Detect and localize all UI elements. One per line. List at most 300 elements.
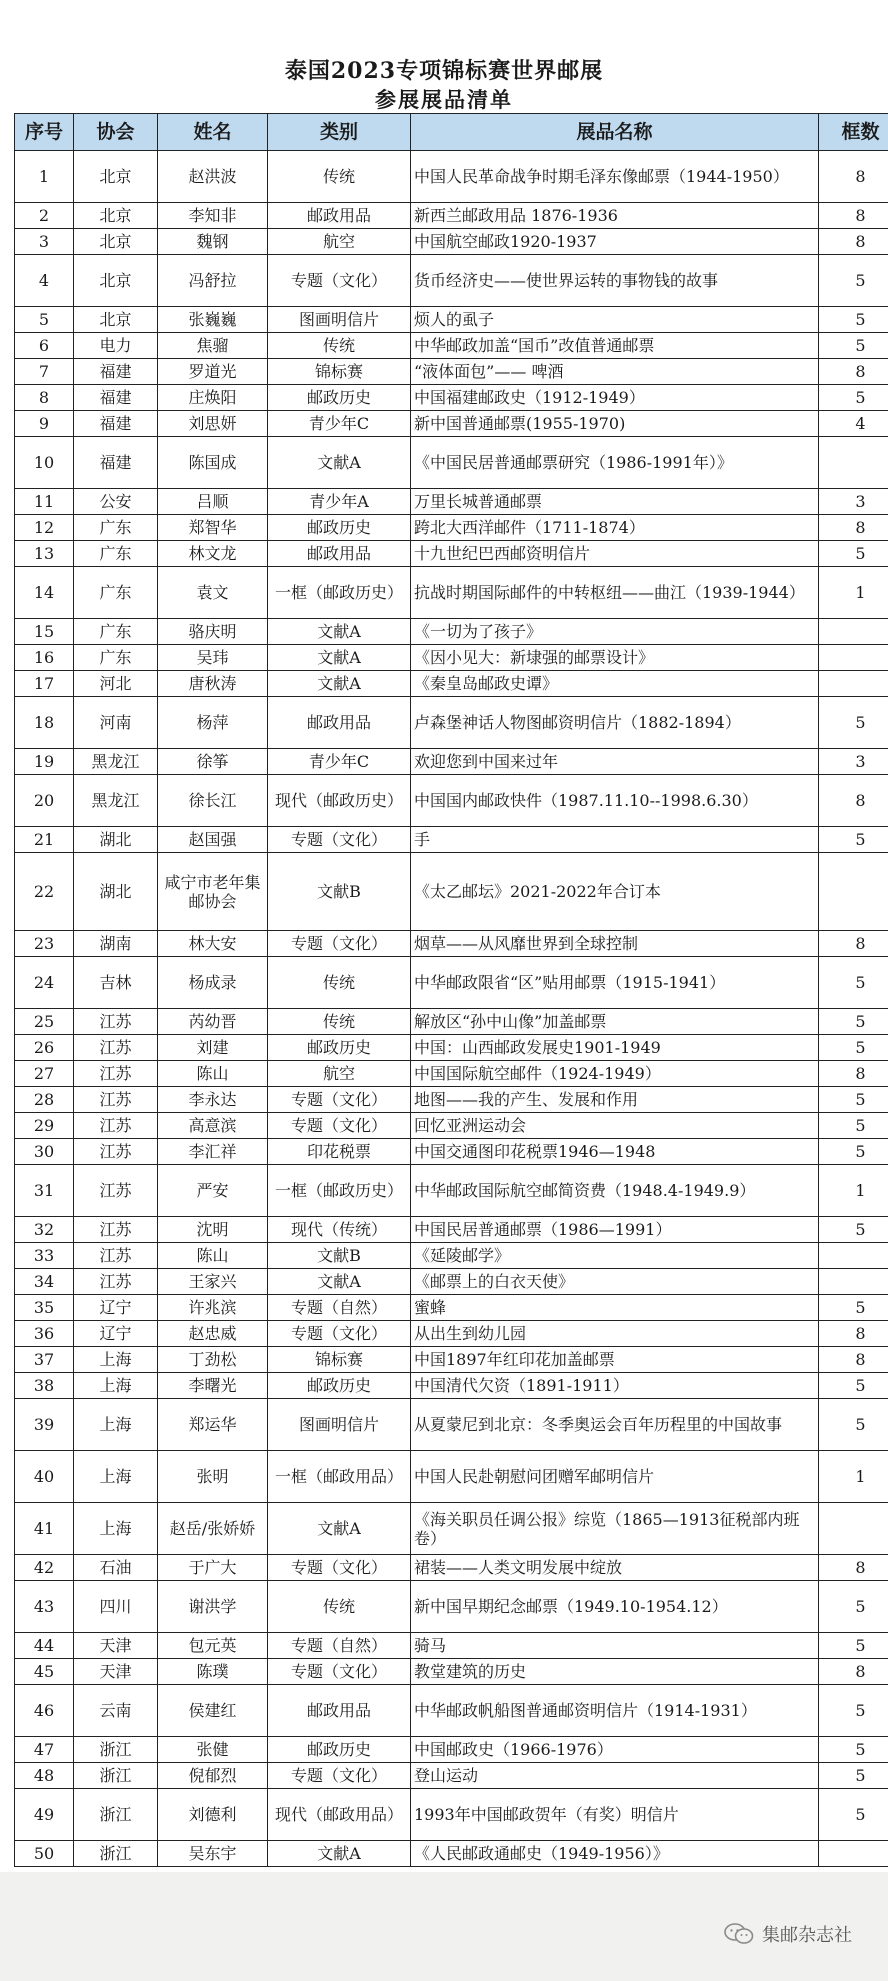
cell-exhibit-title: 登山运动 xyxy=(411,1763,819,1789)
cell-association: 江苏 xyxy=(74,1243,158,1269)
cell-category: 锦标赛 xyxy=(268,1347,411,1373)
cell-category: 锦标赛 xyxy=(268,359,411,385)
cell-name: 吕顺 xyxy=(158,489,268,515)
cell-category: 邮政历史 xyxy=(268,385,411,411)
table-row xyxy=(15,1789,888,1841)
cell-category: 文献A xyxy=(268,437,411,489)
cell-exhibit-title: 中国人民革命战争时期毛泽东像邮票（1944-1950） xyxy=(411,151,819,203)
cell-no: 1 xyxy=(15,151,74,203)
table-row xyxy=(15,1295,888,1321)
cell-category: 文献B xyxy=(268,1243,411,1269)
cell-category: 传统 xyxy=(268,1581,411,1633)
table-row xyxy=(15,385,888,411)
cell-frames xyxy=(819,619,888,645)
cell-no: 6 xyxy=(15,333,74,359)
cell-category: 邮政历史 xyxy=(268,515,411,541)
cell-association: 福建 xyxy=(74,385,158,411)
cell-no: 45 xyxy=(15,1659,74,1685)
cell-association: 广东 xyxy=(74,619,158,645)
table-row xyxy=(15,1503,888,1555)
cell-exhibit-title: 烟草——从风靡世界到全球控制 xyxy=(411,931,819,957)
cell-exhibit-title: 卢森堡神话人物图邮资明信片（1882-1894） xyxy=(411,697,819,749)
cell-no: 17 xyxy=(15,671,74,697)
cell-frames xyxy=(819,853,888,931)
cell-association: 上海 xyxy=(74,1399,158,1451)
cell-no: 15 xyxy=(15,619,74,645)
table-row xyxy=(15,1685,888,1737)
cell-exhibit-title: 中国航空邮政1920-1937 xyxy=(411,229,819,255)
cell-association: 江苏 xyxy=(74,1061,158,1087)
cell-category: 文献A xyxy=(268,1269,411,1295)
cell-no: 13 xyxy=(15,541,74,567)
cell-name: 赵岳/张娇娇 xyxy=(158,1503,268,1555)
cell-exhibit-title: 从夏蒙尼到北京：冬季奥运会百年历程里的中国故事 xyxy=(411,1399,819,1451)
cell-name: 袁文 xyxy=(158,567,268,619)
cell-exhibit-title: 中华邮政帆船图普通邮资明信片（1914-1931） xyxy=(411,1685,819,1737)
cell-category: 专题（自然） xyxy=(268,1295,411,1321)
cell-exhibit-title: 烦人的虱子 xyxy=(411,307,819,333)
table-row xyxy=(15,1581,888,1633)
cell-frames: 4 xyxy=(819,411,888,437)
cell-exhibit-title: 货币经济史——使世界运转的事物钱的故事 xyxy=(411,255,819,307)
cell-no: 33 xyxy=(15,1243,74,1269)
cell-association: 天津 xyxy=(74,1633,158,1659)
cell-frames: 1 xyxy=(819,1165,888,1217)
cell-association: 北京 xyxy=(74,229,158,255)
cell-frames: 5 xyxy=(819,1139,888,1165)
cell-name: 郑运华 xyxy=(158,1399,268,1451)
cell-no: 36 xyxy=(15,1321,74,1347)
header-name: 姓名 xyxy=(158,114,268,151)
cell-exhibit-title: 欢迎您到中国来过年 xyxy=(411,749,819,775)
cell-no: 9 xyxy=(15,411,74,437)
cell-name: 陈璞 xyxy=(158,1659,268,1685)
cell-frames: 8 xyxy=(819,775,888,827)
cell-association: 上海 xyxy=(74,1503,158,1555)
cell-frames: 8 xyxy=(819,1555,888,1581)
cell-name: 冯舒拉 xyxy=(158,255,268,307)
cell-association: 北京 xyxy=(74,203,158,229)
cell-no: 7 xyxy=(15,359,74,385)
cell-no: 2 xyxy=(15,203,74,229)
table-row xyxy=(15,853,888,931)
cell-no: 43 xyxy=(15,1581,74,1633)
cell-frames: 5 xyxy=(819,1373,888,1399)
cell-exhibit-title: 万里长城普通邮票 xyxy=(411,489,819,515)
cell-category: 邮政用品 xyxy=(268,697,411,749)
table-row xyxy=(15,1113,888,1139)
cell-association: 辽宁 xyxy=(74,1321,158,1347)
table-row xyxy=(15,1763,888,1789)
cell-no: 8 xyxy=(15,385,74,411)
table-row xyxy=(15,1217,888,1243)
table-row xyxy=(15,1087,888,1113)
cell-name: 庄焕阳 xyxy=(158,385,268,411)
cell-category: 文献A xyxy=(268,1841,411,1867)
cell-association: 江苏 xyxy=(74,1087,158,1113)
cell-category: 专题（文化） xyxy=(268,1087,411,1113)
cell-no: 42 xyxy=(15,1555,74,1581)
cell-frames: 5 xyxy=(819,1399,888,1451)
cell-exhibit-title: 手 xyxy=(411,827,819,853)
cell-no: 3 xyxy=(15,229,74,255)
cell-category: 现代（邮政历史） xyxy=(268,775,411,827)
cell-name: 严安 xyxy=(158,1165,268,1217)
cell-category: 航空 xyxy=(268,229,411,255)
cell-no: 19 xyxy=(15,749,74,775)
cell-exhibit-title: 跨北大西洋邮件（1711-1874） xyxy=(411,515,819,541)
table-row xyxy=(15,541,888,567)
header-category: 类别 xyxy=(268,114,411,151)
cell-frames xyxy=(819,1503,888,1555)
cell-category: 文献B xyxy=(268,853,411,931)
cell-category: 专题（文化） xyxy=(268,1555,411,1581)
cell-category: 文献A xyxy=(268,619,411,645)
cell-name: 刘建 xyxy=(158,1035,268,1061)
cell-exhibit-title: 骑马 xyxy=(411,1633,819,1659)
cell-association: 云南 xyxy=(74,1685,158,1737)
cell-no: 21 xyxy=(15,827,74,853)
table-row xyxy=(15,931,888,957)
cell-frames: 5 xyxy=(819,1295,888,1321)
cell-category: 专题（文化） xyxy=(268,255,411,307)
cell-exhibit-title: 抗战时期国际邮件的中转枢纽——曲江（1939-1944） xyxy=(411,567,819,619)
table-row xyxy=(15,515,888,541)
cell-category: 图画明信片 xyxy=(268,1399,411,1451)
cell-no: 22 xyxy=(15,853,74,931)
cell-name: 李知非 xyxy=(158,203,268,229)
cell-association: 江苏 xyxy=(74,1269,158,1295)
cell-name: 咸宁市老年集邮协会 xyxy=(158,853,268,931)
cell-exhibit-title: 《因小见大：新埭强的邮票设计》 xyxy=(411,645,819,671)
cell-name: 张明 xyxy=(158,1451,268,1503)
cell-category: 一框（邮政历史） xyxy=(268,1165,411,1217)
table-row xyxy=(15,411,888,437)
table-row xyxy=(15,1737,888,1763)
cell-category: 邮政用品 xyxy=(268,541,411,567)
cell-exhibit-title: 中国民居普通邮票（1986—1991） xyxy=(411,1217,819,1243)
cell-frames: 8 xyxy=(819,203,888,229)
table-row xyxy=(15,1841,888,1867)
cell-name: 李曙光 xyxy=(158,1373,268,1399)
table-row xyxy=(15,827,888,853)
cell-category: 航空 xyxy=(268,1061,411,1087)
cell-association: 江苏 xyxy=(74,1139,158,1165)
cell-category: 专题（自然） xyxy=(268,1633,411,1659)
cell-no: 11 xyxy=(15,489,74,515)
cell-name: 芮幼晋 xyxy=(158,1009,268,1035)
cell-exhibit-title: 《秦皇岛邮政史谭》 xyxy=(411,671,819,697)
cell-name: 徐筝 xyxy=(158,749,268,775)
cell-no: 10 xyxy=(15,437,74,489)
cell-name: 唐秋涛 xyxy=(158,671,268,697)
cell-frames: 5 xyxy=(819,385,888,411)
table-row xyxy=(15,1633,888,1659)
cell-category: 印花税票 xyxy=(268,1139,411,1165)
cell-category: 一框（邮政历史） xyxy=(268,567,411,619)
table-row xyxy=(15,1347,888,1373)
table-row xyxy=(15,1555,888,1581)
cell-category: 专题（文化） xyxy=(268,1113,411,1139)
cell-no: 46 xyxy=(15,1685,74,1737)
cell-name: 张健 xyxy=(158,1737,268,1763)
table-row xyxy=(15,671,888,697)
cell-name: 谢洪学 xyxy=(158,1581,268,1633)
document-title: 泰国2023专项锦标赛世界邮展 xyxy=(284,58,604,84)
cell-category: 文献A xyxy=(268,1503,411,1555)
cell-association: 江苏 xyxy=(74,1165,158,1217)
cell-exhibit-title: 《邮票上的白衣天使》 xyxy=(411,1269,819,1295)
cell-exhibit-title: 《人民邮政通邮史（1949-1956）》 xyxy=(411,1841,819,1867)
exhibit-table xyxy=(14,113,888,1867)
cell-name: 赵忠威 xyxy=(158,1321,268,1347)
table-row xyxy=(15,1659,888,1685)
cell-association: 湖南 xyxy=(74,931,158,957)
cell-no: 5 xyxy=(15,307,74,333)
table-row xyxy=(15,307,888,333)
cell-name: 陈国成 xyxy=(158,437,268,489)
cell-association: 浙江 xyxy=(74,1763,158,1789)
cell-frames: 5 xyxy=(819,1737,888,1763)
table-row xyxy=(15,645,888,671)
cell-frames: 8 xyxy=(819,931,888,957)
cell-frames: 5 xyxy=(819,957,888,1009)
header-association: 协会 xyxy=(74,114,158,151)
table-row xyxy=(15,151,888,203)
cell-category: 专题（文化） xyxy=(268,931,411,957)
cell-no: 4 xyxy=(15,255,74,307)
table-row xyxy=(15,1139,888,1165)
cell-association: 湖北 xyxy=(74,853,158,931)
cell-association: 江苏 xyxy=(74,1113,158,1139)
cell-association: 天津 xyxy=(74,1659,158,1685)
cell-frames: 8 xyxy=(819,1061,888,1087)
cell-frames: 5 xyxy=(819,1113,888,1139)
cell-no: 32 xyxy=(15,1217,74,1243)
table-header-row xyxy=(15,114,888,151)
cell-name: 陈山 xyxy=(158,1243,268,1269)
cell-exhibit-title: “液体面包”—— 啤酒 xyxy=(411,359,819,385)
cell-no: 41 xyxy=(15,1503,74,1555)
cell-association: 浙江 xyxy=(74,1841,158,1867)
cell-exhibit-title: 中国：山西邮政发展史1901-1949 xyxy=(411,1035,819,1061)
document-subtitle: 参展展品清单 xyxy=(375,87,513,112)
table-row xyxy=(15,957,888,1009)
cell-frames: 5 xyxy=(819,307,888,333)
cell-frames: 5 xyxy=(819,1763,888,1789)
cell-name: 李永达 xyxy=(158,1087,268,1113)
cell-no: 18 xyxy=(15,697,74,749)
cell-association: 吉林 xyxy=(74,957,158,1009)
table-row xyxy=(15,775,888,827)
cell-frames: 8 xyxy=(819,229,888,255)
cell-association: 北京 xyxy=(74,307,158,333)
cell-name: 高意滨 xyxy=(158,1113,268,1139)
cell-frames: 8 xyxy=(819,359,888,385)
cell-frames: 5 xyxy=(819,541,888,567)
cell-exhibit-title: 新中国普通邮票(1955-1970) xyxy=(411,411,819,437)
cell-no: 27 xyxy=(15,1061,74,1087)
cell-exhibit-title: 中华邮政限省“区”贴用邮票（1915-1941） xyxy=(411,957,819,1009)
watermark xyxy=(724,1921,852,1947)
cell-association: 浙江 xyxy=(74,1789,158,1841)
cell-category: 专题（文化） xyxy=(268,827,411,853)
cell-exhibit-title: 《一切为了孩子》 xyxy=(411,619,819,645)
cell-frames xyxy=(819,437,888,489)
cell-exhibit-title: 新西兰邮政用品 1876-1936 xyxy=(411,203,819,229)
cell-name: 陈山 xyxy=(158,1061,268,1087)
cell-frames xyxy=(819,1841,888,1867)
table-row xyxy=(15,1373,888,1399)
cell-name: 包元英 xyxy=(158,1633,268,1659)
cell-no: 40 xyxy=(15,1451,74,1503)
cell-no: 23 xyxy=(15,931,74,957)
cell-category: 文献A xyxy=(268,645,411,671)
table-row xyxy=(15,619,888,645)
cell-category: 传统 xyxy=(268,957,411,1009)
cell-name: 李汇祥 xyxy=(158,1139,268,1165)
table-row xyxy=(15,203,888,229)
cell-association: 广东 xyxy=(74,567,158,619)
cell-name: 郑智华 xyxy=(158,515,268,541)
cell-frames: 8 xyxy=(819,1659,888,1685)
cell-name: 沈明 xyxy=(158,1217,268,1243)
cell-exhibit-title: 《太乙邮坛》2021-2022年合订本 xyxy=(411,853,819,931)
cell-association: 福建 xyxy=(74,411,158,437)
cell-exhibit-title: 解放区“孙中山像”加盖邮票 xyxy=(411,1009,819,1035)
cell-frames: 5 xyxy=(819,1009,888,1035)
cell-frames xyxy=(819,671,888,697)
cell-no: 31 xyxy=(15,1165,74,1217)
cell-name: 林大安 xyxy=(158,931,268,957)
cell-exhibit-title: 中国清代欠资（1891-1911） xyxy=(411,1373,819,1399)
cell-exhibit-title: 中华邮政国际航空邮简资费（1948.4-1949.9） xyxy=(411,1165,819,1217)
cell-frames: 8 xyxy=(819,151,888,203)
cell-frames: 5 xyxy=(819,827,888,853)
cell-no: 47 xyxy=(15,1737,74,1763)
cell-no: 25 xyxy=(15,1009,74,1035)
cell-exhibit-title: 裙装——人类文明发展中绽放 xyxy=(411,1555,819,1581)
cell-frames xyxy=(819,1269,888,1295)
cell-exhibit-title: 1993年中国邮政贺年（有奖）明信片 xyxy=(411,1789,819,1841)
cell-no: 24 xyxy=(15,957,74,1009)
table-row xyxy=(15,1451,888,1503)
cell-no: 34 xyxy=(15,1269,74,1295)
cell-name: 徐长江 xyxy=(158,775,268,827)
cell-no: 50 xyxy=(15,1841,74,1867)
cell-category: 青少年C xyxy=(268,411,411,437)
cell-category: 邮政历史 xyxy=(268,1373,411,1399)
cell-no: 29 xyxy=(15,1113,74,1139)
table-row xyxy=(15,1269,888,1295)
cell-association: 辽宁 xyxy=(74,1295,158,1321)
cell-name: 林文龙 xyxy=(158,541,268,567)
cell-association: 黑龙江 xyxy=(74,749,158,775)
table-row xyxy=(15,1165,888,1217)
cell-exhibit-title: 中国交通图印花税票1946—1948 xyxy=(411,1139,819,1165)
cell-name: 侯建红 xyxy=(158,1685,268,1737)
cell-exhibit-title: 蜜蜂 xyxy=(411,1295,819,1321)
cell-frames: 3 xyxy=(819,489,888,515)
cell-name: 杨萍 xyxy=(158,697,268,749)
table-row xyxy=(15,229,888,255)
table-body xyxy=(15,151,888,1867)
cell-association: 北京 xyxy=(74,151,158,203)
cell-association: 江苏 xyxy=(74,1035,158,1061)
cell-association: 电力 xyxy=(74,333,158,359)
cell-category: 青少年A xyxy=(268,489,411,515)
cell-name: 于广大 xyxy=(158,1555,268,1581)
cell-category: 青少年C xyxy=(268,749,411,775)
cell-association: 广东 xyxy=(74,645,158,671)
cell-frames: 8 xyxy=(819,1347,888,1373)
table-row xyxy=(15,1009,888,1035)
cell-category: 一框（邮政用品） xyxy=(268,1451,411,1503)
cell-association: 福建 xyxy=(74,437,158,489)
cell-frames: 5 xyxy=(819,1035,888,1061)
cell-association: 广东 xyxy=(74,541,158,567)
table-row xyxy=(15,1061,888,1087)
table-row xyxy=(15,1399,888,1451)
table-row xyxy=(15,1321,888,1347)
cell-no: 20 xyxy=(15,775,74,827)
cell-exhibit-title: 中国国际航空邮件（1924-1949） xyxy=(411,1061,819,1087)
cell-association: 北京 xyxy=(74,255,158,307)
cell-association: 福建 xyxy=(74,359,158,385)
cell-association: 黑龙江 xyxy=(74,775,158,827)
table-row xyxy=(15,697,888,749)
cell-association: 江苏 xyxy=(74,1009,158,1035)
cell-frames: 5 xyxy=(819,1789,888,1841)
cell-category: 传统 xyxy=(268,333,411,359)
cell-exhibit-title: 回忆亚洲运动会 xyxy=(411,1113,819,1139)
cell-name: 魏钢 xyxy=(158,229,268,255)
watermark-text: 集邮杂志社 xyxy=(762,1925,852,1946)
cell-name: 刘思妍 xyxy=(158,411,268,437)
header-no: 序号 xyxy=(15,114,74,151)
cell-name: 王家兴 xyxy=(158,1269,268,1295)
cell-exhibit-title: 《中国民居普通邮票研究（1986-1991年）》 xyxy=(411,437,819,489)
cell-frames: 5 xyxy=(819,255,888,307)
cell-no: 37 xyxy=(15,1347,74,1373)
cell-frames: 5 xyxy=(819,1581,888,1633)
cell-category: 邮政历史 xyxy=(268,1035,411,1061)
cell-exhibit-title: 中华邮政加盖“国币”改值普通邮票 xyxy=(411,333,819,359)
cell-association: 浙江 xyxy=(74,1737,158,1763)
cell-frames: 5 xyxy=(819,1217,888,1243)
cell-exhibit-title: 十九世纪巴西邮资明信片 xyxy=(411,541,819,567)
cell-category: 文献A xyxy=(268,671,411,697)
cell-no: 28 xyxy=(15,1087,74,1113)
cell-name: 赵洪波 xyxy=(158,151,268,203)
header-frames: 框数 xyxy=(819,114,888,151)
cell-name: 吴玮 xyxy=(158,645,268,671)
cell-association: 湖北 xyxy=(74,827,158,853)
table-row xyxy=(15,749,888,775)
cell-category: 传统 xyxy=(268,151,411,203)
cell-association: 河南 xyxy=(74,697,158,749)
cell-association: 四川 xyxy=(74,1581,158,1633)
cell-association: 上海 xyxy=(74,1347,158,1373)
cell-association: 江苏 xyxy=(74,1217,158,1243)
cell-exhibit-title: 地图——我的产生、发展和作用 xyxy=(411,1087,819,1113)
table-row xyxy=(15,1243,888,1269)
cell-association: 公安 xyxy=(74,489,158,515)
cell-exhibit-title: 《海关职员任调公报》综览（1865—1913征税部内班卷） xyxy=(411,1503,819,1555)
cell-category: 现代（邮政用品） xyxy=(268,1789,411,1841)
table-row xyxy=(15,437,888,489)
cell-name: 张巍巍 xyxy=(158,307,268,333)
